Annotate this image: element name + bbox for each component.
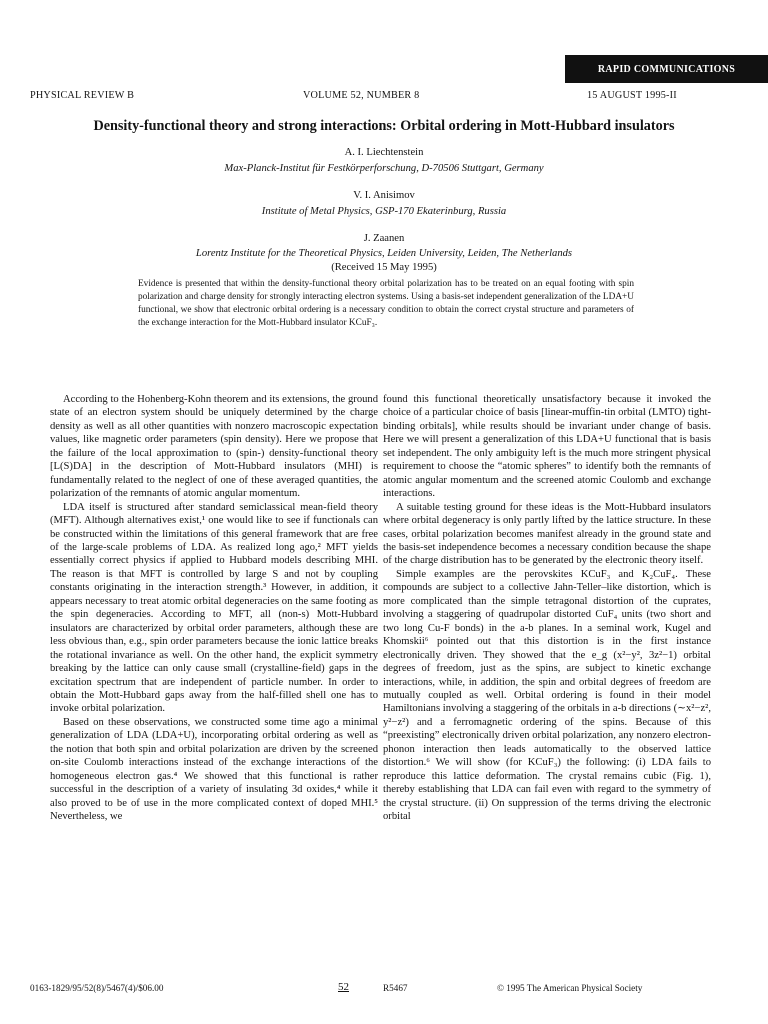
body-paragraph: LDA itself is structured after standard semiclassical mean-field theory (MFT). Although alternatives exist,¹ one would like to see if functionals can be constructed within the limitations of this general framework that are free of the large-scale problems of LDA. As realized long ago,² MFT yields essentially correct physics if applied to Hubbard models describing MHI. The reason is that MFT is controlled by large S and not by coupling constants originating in the interaction strength.³ However, in addition, it appears necessary to treat atomic orbital degeneracies on the same footing as the spin degeneracies. According to MFT, all (non-s) Mott-Hubbard insulators are characterized by orbital order parameters, although these are less obvious than, e.g., spin order parameters because the ionic lattice breaks the rotational invariance as well. On the other hand, the explicit symmetry breaking by the lattice can only cause small (crystalline-field) gaps in the excitation spectrum that are independent of particle number. In order to obtain the Mott-Hubbard gaps away from the half-filled shell one has to invoke orbital polarization.	[50, 501, 378, 715]
author-affiliation: Lorentz Institute for the Theoretical Physics, Leiden University, Leiden, The Netherlands	[195, 248, 573, 259]
issue-date: 15 AUGUST 1995-II	[587, 90, 677, 101]
right-column	[383, 393, 711, 824]
rapid-communications-banner: RAPID COMMUNICATIONS	[565, 55, 768, 83]
author-name: J. Zaanen	[363, 233, 405, 244]
copyright: © 1995 The American Physical Society	[497, 983, 643, 993]
author-affiliation: Institute of Metal Physics, GSP-170 Ekaterinburg, Russia	[261, 206, 507, 217]
volume-number: VOLUME 52, NUMBER 8	[303, 90, 420, 101]
footer-code: 0163-1829/95/52(8)/5467(4)/$06.00	[30, 983, 164, 993]
body-paragraph: Simple examples are the perovskites KCuF₃ and K₂CuF₄. These compounds are subject to a collective Jahn-Teller–like distortion, which is more complicated than the simple tetragonal distortion of the cuprates, involving a staggering of quadrupolar distorted CuF₄ units (two short and two long Cu-F bonds) in the a-b planes. In a seminal work, Kugel and Khomskii⁶ pointed out that this distortion is in the first instance electronically driven. They showed that the e_g (x²−y², 3z²−1) orbital degrees of freedom, just as the spins, are subject to kinetic exchange interactions, while, in addition, the spin and orbital degrees of freedom are mutually coupled as well. Orbital ordering is found in their model Hamiltonians involving a staggering of the orbitals in a-b directions (∼x²−z², y²−z²) and a ferromagnetic ordering of the spins. Because of this “preexisting” electronically driven orbital polarization, any nonzero electron-phonon interaction then leads automatically to the observed lattice distortion.⁶ We will show (for KCuF₃) the following: (i) LDA fails to reproduce this lattice deformation. The crystal remains cubic (Fig. 1), thereby establishing that LDA can fail even with regard to the symmetry of the crystal structure. (ii) On suppression of the terms driving the electronic orbital	[383, 568, 711, 823]
left-column	[50, 393, 378, 824]
paper-title: Density-functional theory and strong interactions: Orbital ordering in Mott-Hubbard insulators	[93, 118, 675, 134]
author-affiliation: Max-Planck-Institut für Festkörperforschung, D-70506 Stuttgart, Germany	[224, 163, 544, 174]
body-paragraph: According to the Hohenberg-Kohn theorem and its extensions, the ground state of an electron system should be uniquely determined by the charge density as well as all other quantities with nonzero macroscopic expectation values, like magnetic order parameters (spin density). Here we propose that the failure of the local approximation to (spin-) density-functional theory [L(S)DA] in the description of Mott-Hubbard insulators (MHI) is fundamentally related to the neglect of one of these averaged quantities, the polarization of the remnants of atomic angular momentum.	[50, 394, 378, 500]
author-name: V. I. Anisimov	[353, 190, 415, 201]
body-paragraph: Based on these observations, we constructed some time ago a minimal generalization of LDA (LDA+U), incorporating orbital ordering as well as the notion that both spin and orbital polarization are driven by the screened on-site Coulomb interactions instead of the exchange interactions of the homogeneous electron gas.⁴ We showed that this functional is rather successful in the description of a variety of insulating 3d oxides,⁴ while it also proved to be of use in the more complicated context of doped MHI.⁵ Nevertheless, we	[50, 716, 378, 823]
abstract: Evidence is presented that within the density-functional theory orbital polarization has to be treated on an equal footing with spin polarization and charge density for strongly interacting electron systems. Using a basis-set independent generalization of the LDA+U functional, we show that electronic orbital ordering is a necessary condition to obtain the correct crystal structure and parameters of the exchange interaction for the Mott-Hubbard insulator KCuF₃.	[138, 279, 634, 328]
page-number: R5467	[383, 983, 408, 993]
footer-volume: 52	[338, 981, 349, 993]
body-paragraph: found this functional theoretically unsatisfactory because it invoked the choice of a particular choice of basis [linear-muffin-tin orbital (LMTO) tight-binding orbitals], while results should be invariant under change of basis. Here we will present a generalization of this LDA+U functional that is basis set independent. The only ambiguity left is the much more stringent physical requirement to choose the “atomic spheres” to identify both the remnants of atomic angular momentum and the screened atomic Coulomb and exchange interactions.	[383, 394, 711, 500]
journal-name: PHYSICAL REVIEW B	[30, 90, 135, 101]
author-name: A. I. Liechtenstein	[344, 147, 424, 158]
body-paragraph: A suitable testing ground for these ideas is the Mott-Hubbard insulators where orbital degeneracy is only partly lifted by the lattice structure. In these cases, orbital polarization becomes manifest already in the ground state and the basis-set independence becomes a necessary condition because the shape of the charge distribution has to be generated by the electronic theory itself.	[383, 501, 711, 567]
received-date: (Received 15 May 1995)	[331, 262, 437, 273]
